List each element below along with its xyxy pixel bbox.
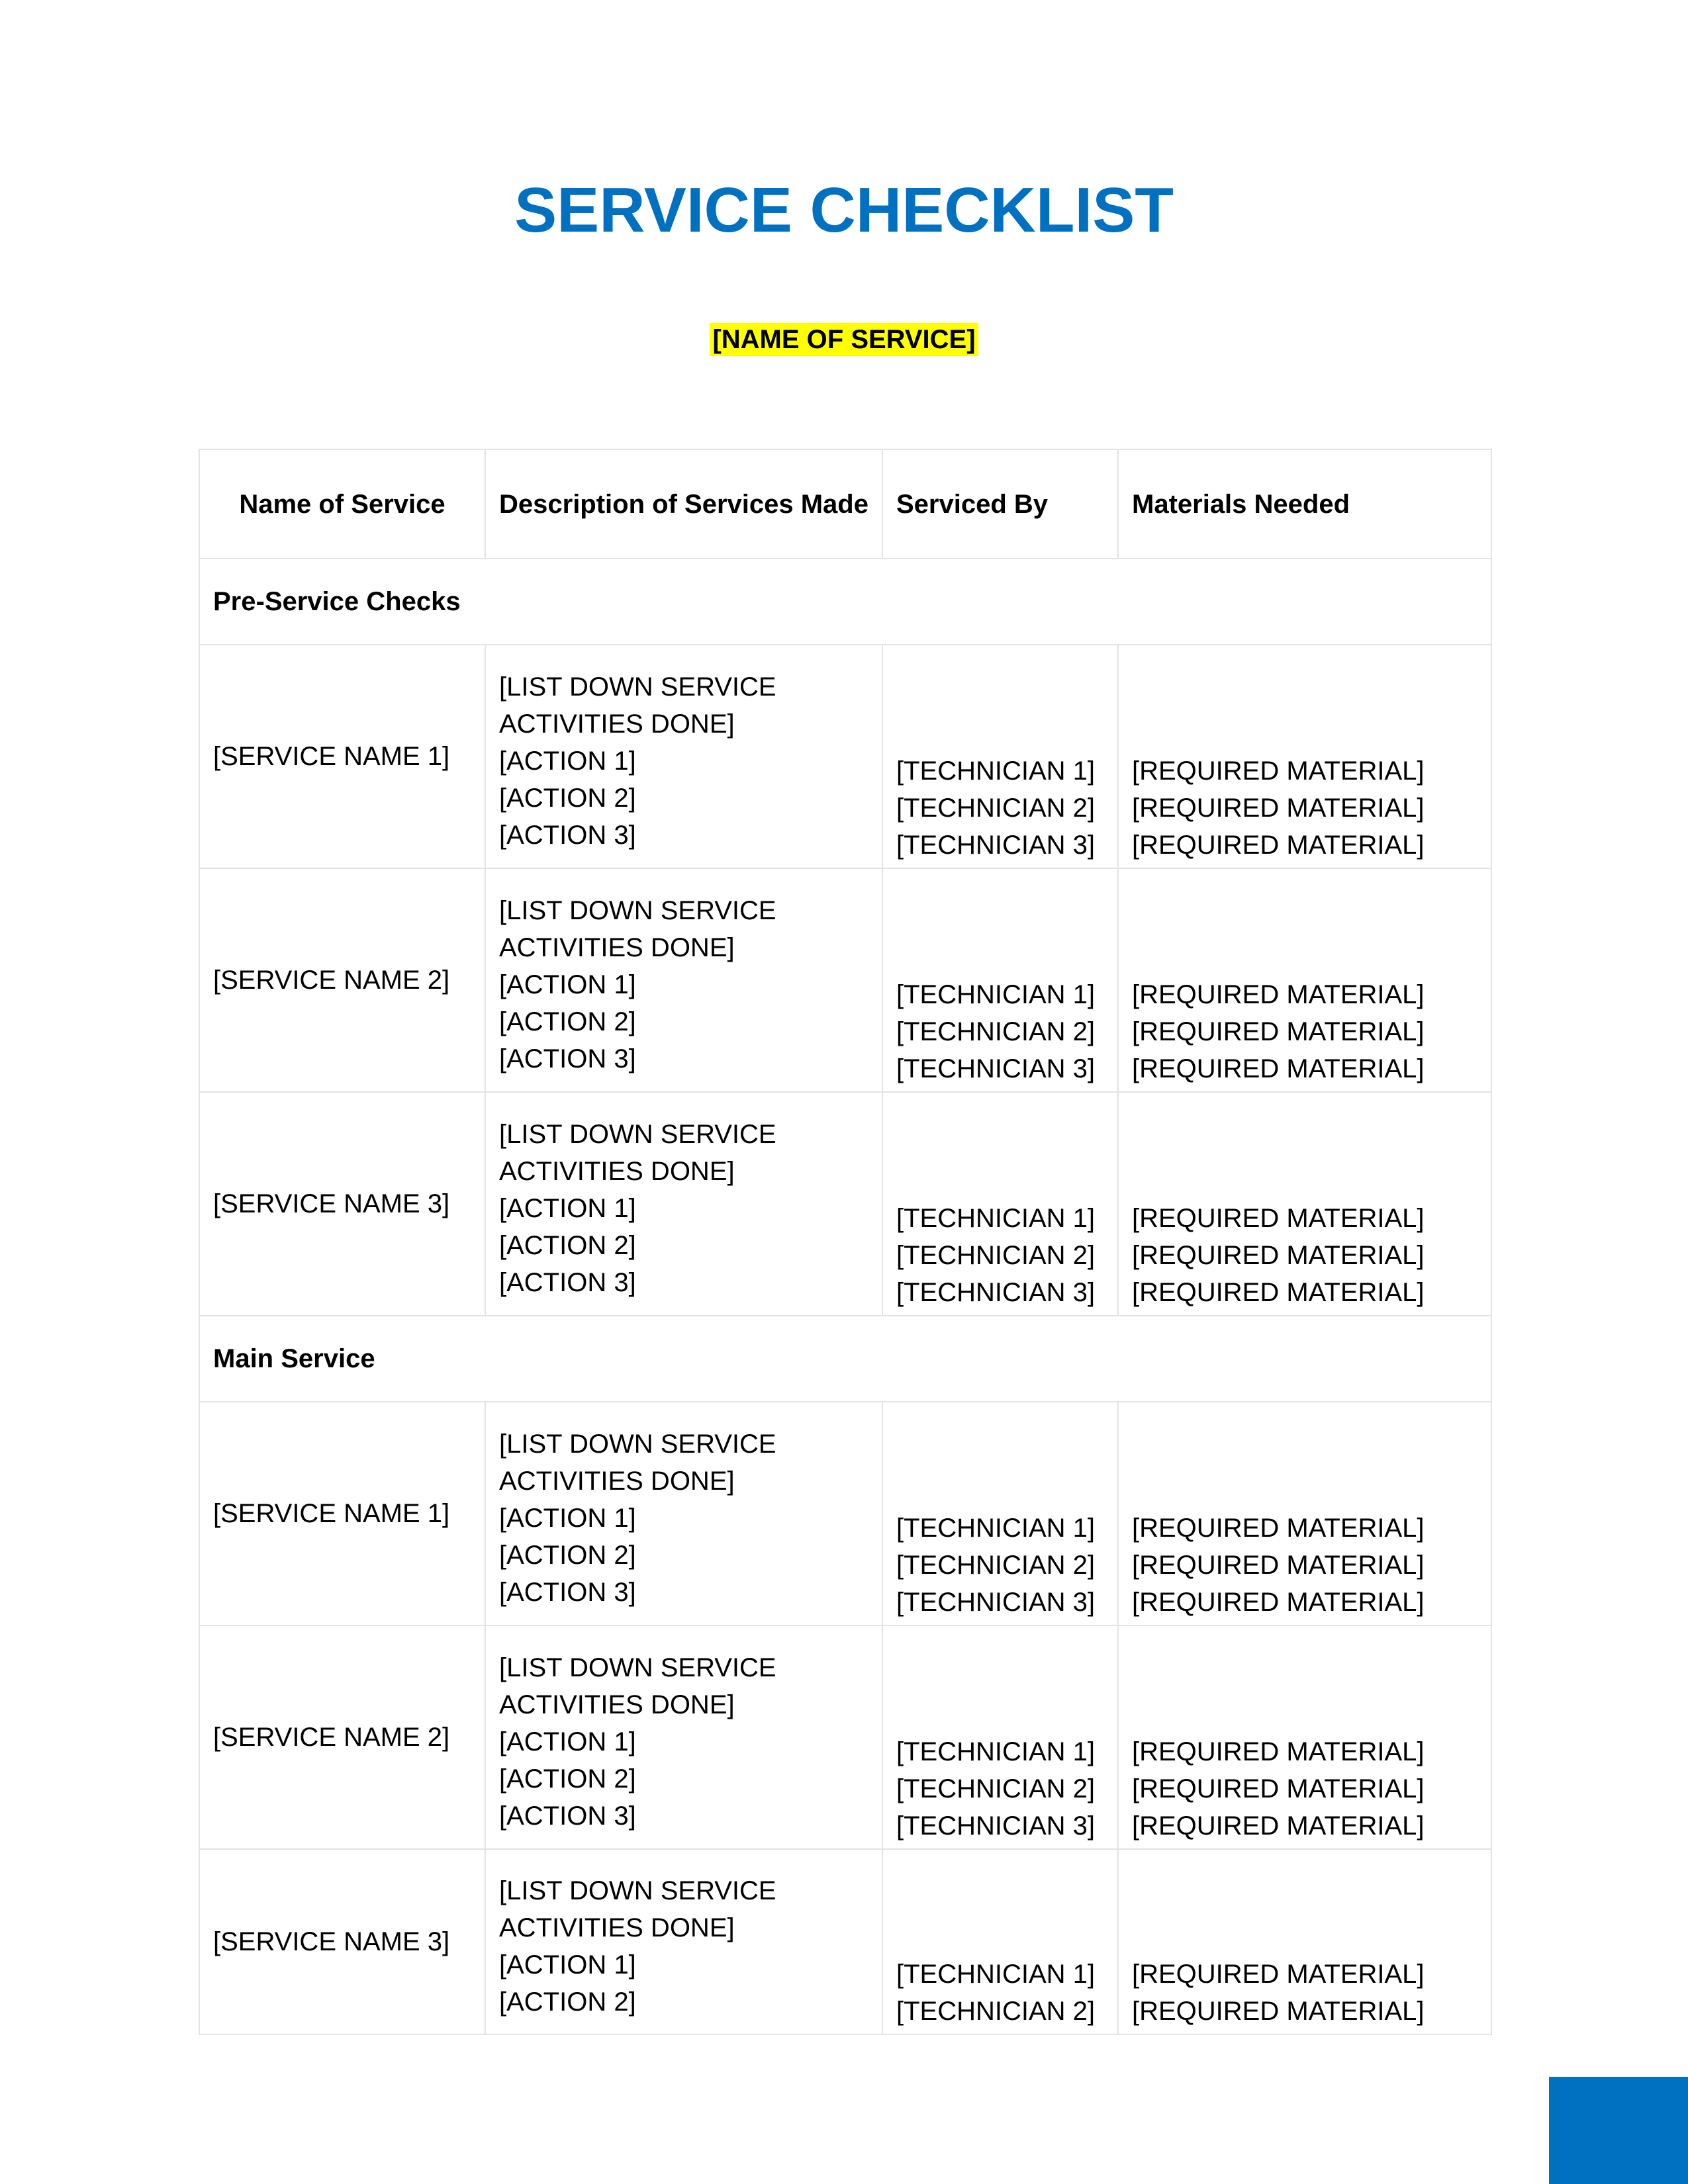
material-line: [REQUIRED MATERIAL] — [1132, 1774, 1425, 1803]
description-line: ACTIVITIES DONE] — [499, 1467, 735, 1496]
service-name-cell: [SERVICE NAME 3] — [199, 1849, 485, 2034]
description-cell — [485, 868, 882, 1092]
material-line: [REQUIRED MATERIAL] — [1132, 1588, 1425, 1617]
header-description: Description of Services Made — [485, 449, 882, 559]
subtitle-container — [0, 323, 1688, 356]
description-line: [LIST DOWN SERVICE — [499, 1120, 776, 1149]
table-row — [199, 868, 1491, 1092]
material-line: [REQUIRED MATERIAL] — [1132, 1551, 1425, 1580]
material-line: [REQUIRED MATERIAL] — [1132, 1514, 1425, 1543]
description-line: [ACTION 3] — [499, 1044, 636, 1073]
description-line: [LIST DOWN SERVICE — [499, 1876, 776, 1905]
service-name-cell: [SERVICE NAME 3] — [199, 1092, 485, 1316]
description-line: [ACTION 1] — [499, 1727, 636, 1756]
table-row — [199, 1849, 1491, 2034]
description-line: ACTIVITIES DONE] — [499, 1913, 735, 1942]
materials-cell — [1118, 1092, 1491, 1316]
description-line: [ACTION 1] — [499, 747, 636, 776]
table-row — [199, 1092, 1491, 1316]
service-checklist-table — [199, 449, 1492, 2035]
material-line: [REQUIRED MATERIAL] — [1132, 756, 1425, 786]
description-line: ACTIVITIES DONE] — [499, 1157, 735, 1186]
technician-line: [TECHNICIAN 1] — [896, 756, 1096, 786]
header-materials-needed: Materials Needed — [1118, 449, 1491, 559]
materials-cell — [1118, 868, 1491, 1092]
description-line: [ACTION 2] — [499, 1007, 636, 1036]
serviced-by-cell — [882, 1092, 1118, 1316]
service-name-placeholder: [NAME OF SERVICE] — [710, 323, 978, 356]
material-line: [REQUIRED MATERIAL] — [1132, 1017, 1425, 1046]
description-line: [LIST DOWN SERVICE — [499, 672, 776, 702]
material-line: [REQUIRED MATERIAL] — [1132, 1960, 1425, 1989]
table-row — [199, 1402, 1491, 1625]
material-line: [REQUIRED MATERIAL] — [1132, 794, 1425, 823]
description-line: [ACTION 2] — [499, 784, 636, 813]
description-line: [ACTION 2] — [499, 1987, 636, 2017]
section-label: Main Service — [199, 1316, 1491, 1402]
description-cell — [485, 645, 882, 868]
technician-line: [TECHNICIAN 1] — [896, 1204, 1096, 1233]
header-serviced-by: Serviced By — [882, 449, 1118, 559]
header-name-of-service: Name of Service — [199, 449, 485, 559]
description-line: [ACTION 2] — [499, 1541, 636, 1570]
technician-line: [TECHNICIAN 1] — [896, 980, 1096, 1009]
material-line: [REQUIRED MATERIAL] — [1132, 1054, 1425, 1083]
material-line: [REQUIRED MATERIAL] — [1132, 1204, 1425, 1233]
description-line: ACTIVITIES DONE] — [499, 1690, 735, 1719]
description-line: [ACTION 2] — [499, 1231, 636, 1260]
serviced-by-cell — [882, 1849, 1118, 2034]
serviced-by-cell — [882, 1402, 1118, 1625]
materials-cell — [1118, 1849, 1491, 2034]
material-line: [REQUIRED MATERIAL] — [1132, 831, 1425, 860]
technician-line: [TECHNICIAN 1] — [896, 1514, 1096, 1543]
material-line: [REQUIRED MATERIAL] — [1132, 1811, 1425, 1841]
material-line: [REQUIRED MATERIAL] — [1132, 1737, 1425, 1766]
technician-line: [TECHNICIAN 2] — [896, 1774, 1096, 1803]
materials-cell — [1118, 645, 1491, 868]
serviced-by-cell — [882, 645, 1118, 868]
service-name-cell: [SERVICE NAME 1] — [199, 1402, 485, 1625]
table-row — [199, 1625, 1491, 1849]
description-line: [ACTION 3] — [499, 821, 636, 850]
technician-line: [TECHNICIAN 3] — [896, 1588, 1096, 1617]
materials-cell — [1118, 1402, 1491, 1625]
technician-line: [TECHNICIAN 1] — [896, 1960, 1096, 1989]
service-name-cell: [SERVICE NAME 2] — [199, 1625, 485, 1849]
description-line: [LIST DOWN SERVICE — [499, 896, 776, 925]
description-line: [ACTION 3] — [499, 1268, 636, 1297]
description-line: [ACTION 3] — [499, 1801, 636, 1831]
description-cell — [485, 1092, 882, 1316]
material-line: [REQUIRED MATERIAL] — [1132, 1278, 1425, 1307]
description-line: [ACTION 3] — [499, 1578, 636, 1607]
description-line: [LIST DOWN SERVICE — [499, 1430, 776, 1459]
section-row — [199, 1316, 1491, 1402]
technician-line: [TECHNICIAN 2] — [896, 794, 1096, 823]
materials-cell — [1118, 1625, 1491, 1849]
description-cell — [485, 1625, 882, 1849]
description-line: [ACTION 1] — [499, 1504, 636, 1533]
table-body — [199, 559, 1491, 2034]
serviced-by-cell — [882, 1625, 1118, 1849]
material-line: [REQUIRED MATERIAL] — [1132, 980, 1425, 1009]
description-cell — [485, 1849, 882, 2034]
description-cell — [485, 1402, 882, 1625]
service-name-cell: [SERVICE NAME 2] — [199, 868, 485, 1092]
table-row — [199, 645, 1491, 868]
description-line: [ACTION 1] — [499, 1950, 636, 1979]
section-row — [199, 559, 1491, 645]
technician-line: [TECHNICIAN 2] — [896, 1017, 1096, 1046]
material-line: [REQUIRED MATERIAL] — [1132, 1241, 1425, 1270]
technician-line: [TECHNICIAN 2] — [896, 1241, 1096, 1270]
technician-line: [TECHNICIAN 2] — [896, 1997, 1096, 2026]
description-line: ACTIVITIES DONE] — [499, 933, 735, 962]
document-title: SERVICE CHECKLIST — [514, 175, 1174, 246]
description-line: [ACTION 1] — [499, 1194, 636, 1223]
service-name-cell: [SERVICE NAME 1] — [199, 645, 485, 868]
material-line: [REQUIRED MATERIAL] — [1132, 1997, 1425, 2026]
technician-line: [TECHNICIAN 3] — [896, 1054, 1096, 1083]
technician-line: [TECHNICIAN 1] — [896, 1737, 1096, 1766]
description-line: [ACTION 2] — [499, 1764, 636, 1794]
description-line: [ACTION 1] — [499, 970, 636, 999]
table-header-row — [199, 449, 1491, 559]
technician-line: [TECHNICIAN 2] — [896, 1551, 1096, 1580]
technician-line: [TECHNICIAN 3] — [896, 1811, 1096, 1841]
corner-accent-block — [1549, 2077, 1688, 2184]
technician-line: [TECHNICIAN 3] — [896, 831, 1096, 860]
description-line: [LIST DOWN SERVICE — [499, 1653, 776, 1682]
serviced-by-cell — [882, 868, 1118, 1092]
technician-line: [TECHNICIAN 3] — [896, 1278, 1096, 1307]
description-line: ACTIVITIES DONE] — [499, 709, 735, 739]
section-label: Pre-Service Checks — [199, 559, 1491, 645]
